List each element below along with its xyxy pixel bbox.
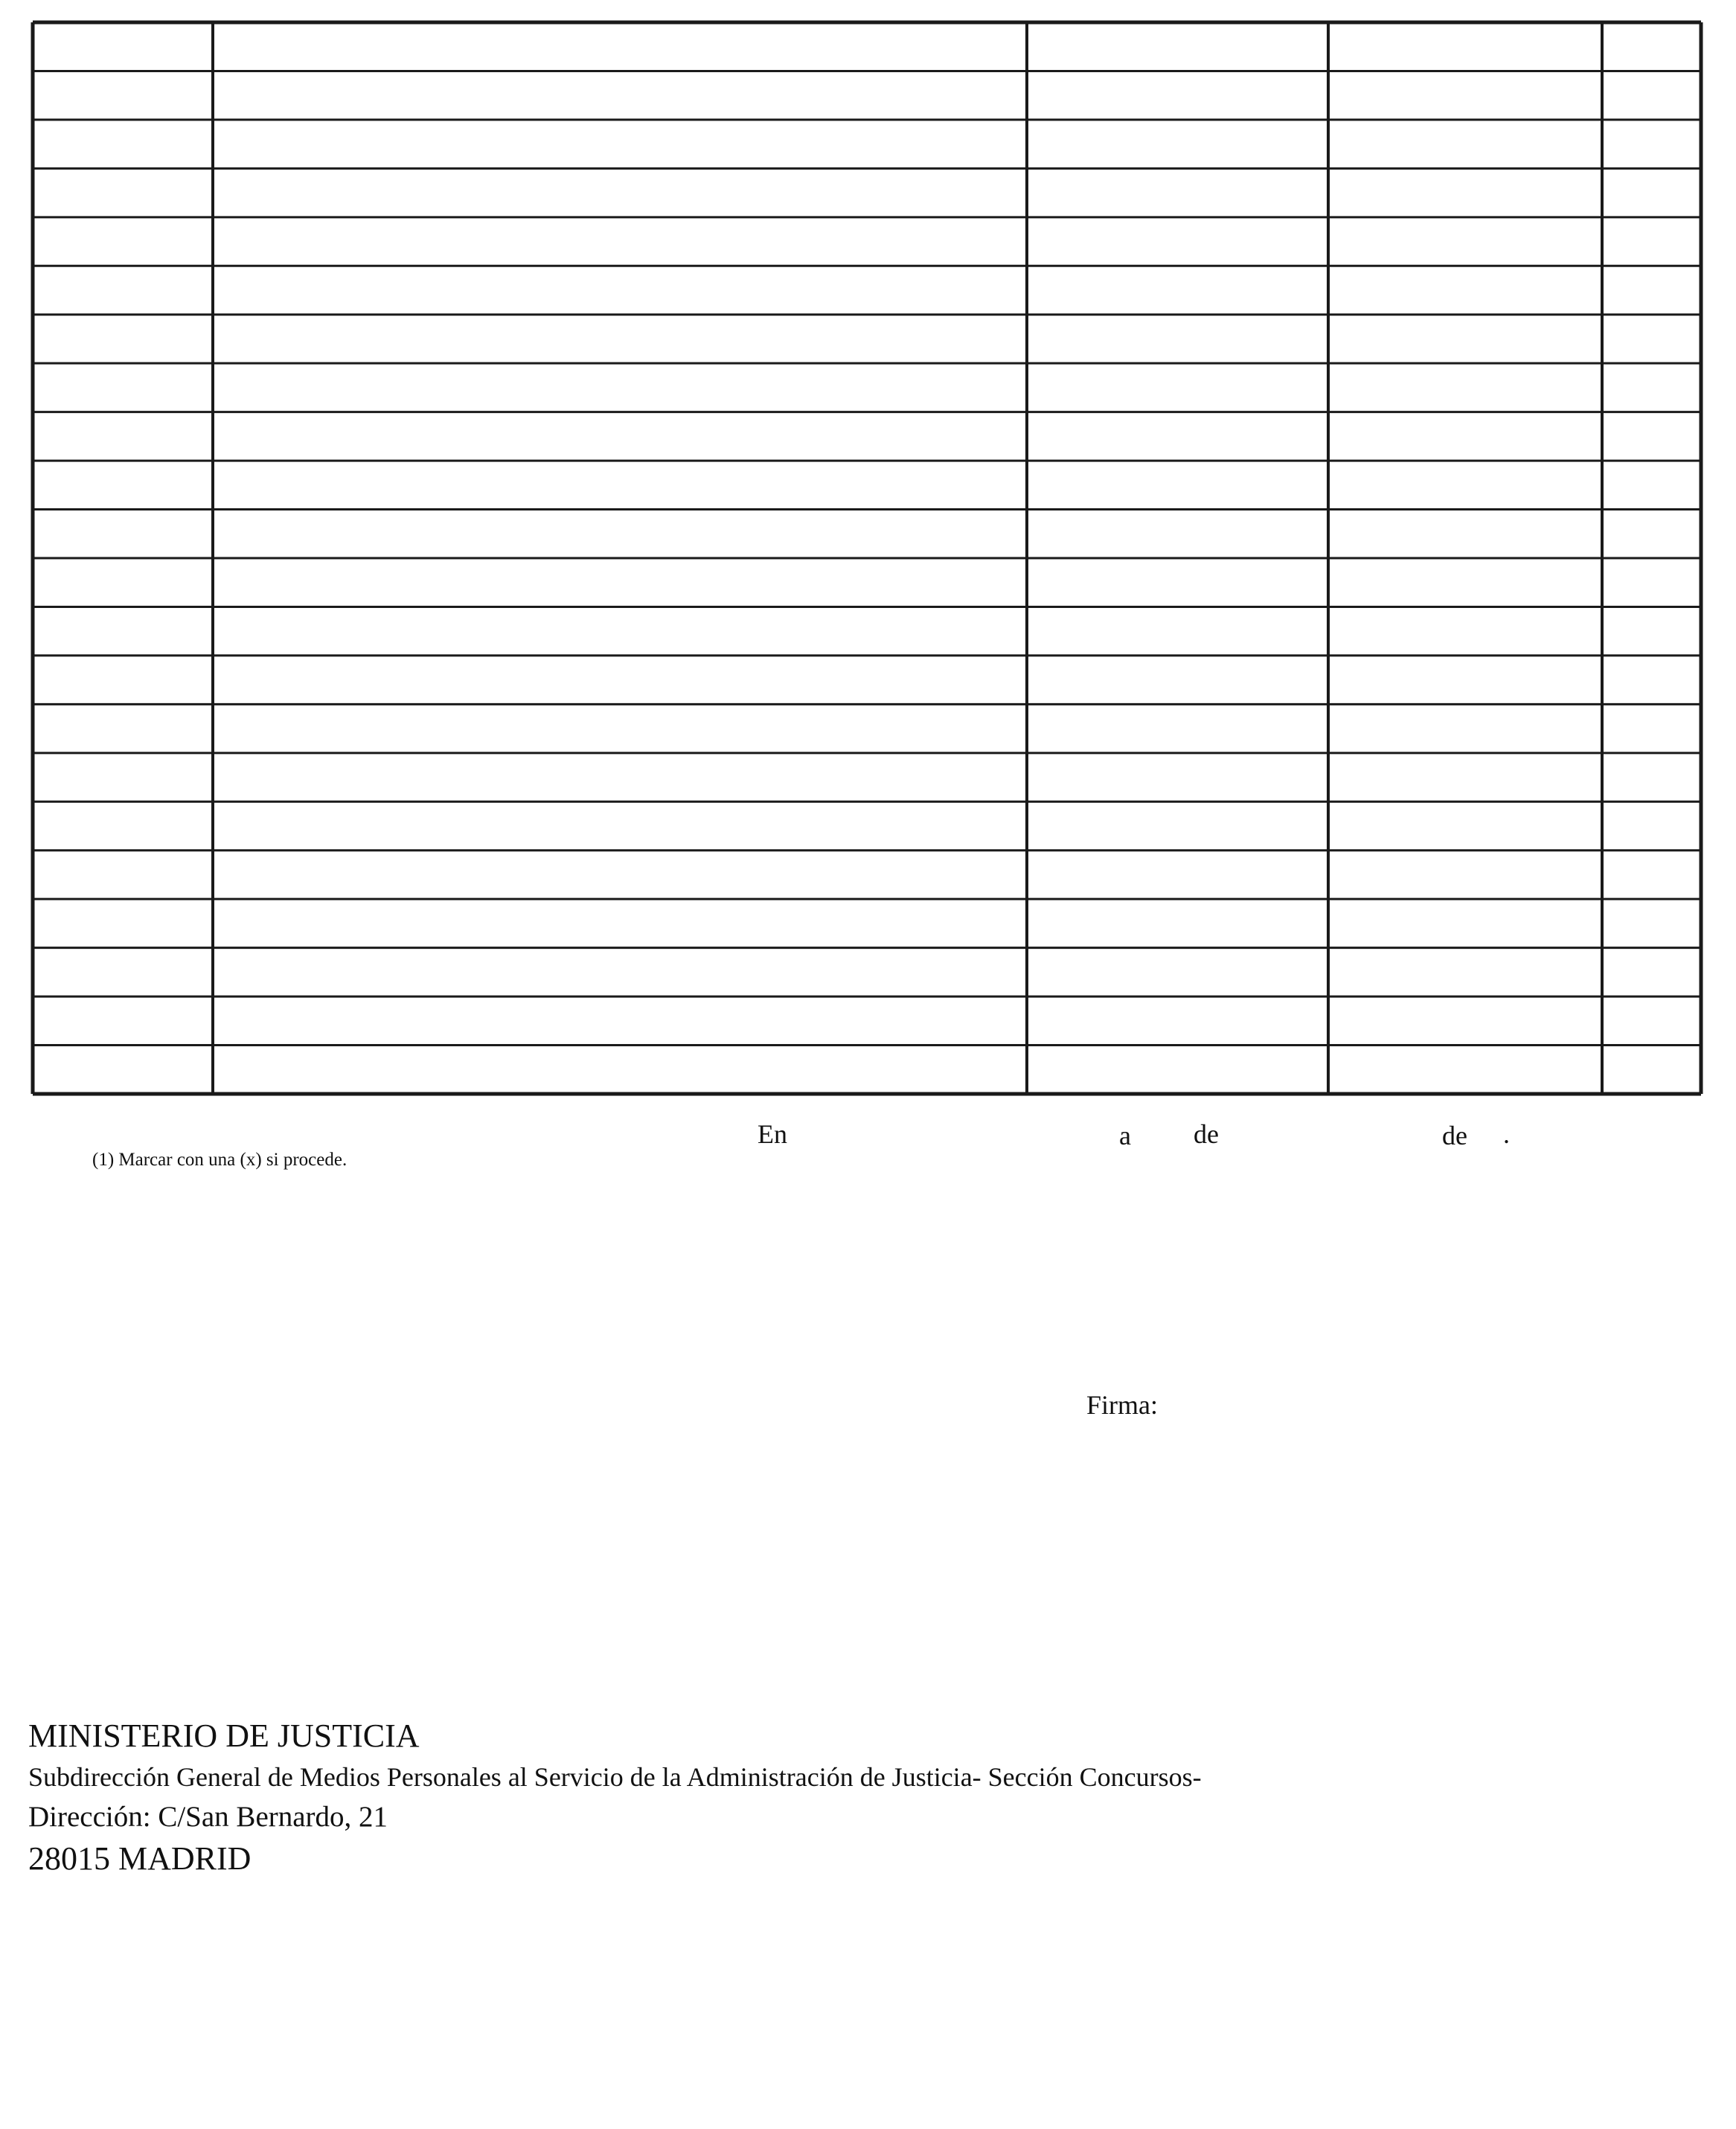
date-place-label: En [758,1119,787,1149]
postal-city: 28015 MADRID [28,1840,252,1877]
date-end-dot: . [1503,1119,1510,1149]
footer-address-block [28,1715,1202,1880]
signature-label: Firma: [1086,1390,1158,1420]
subdirectorate-name: Subdirección General de Medios Personales al Servicio de la Administración de Justicia- Sección Concursos- [28,1762,1202,1792]
footnote: (1) Marcar con una (x) si procede. [92,1150,347,1170]
ministry-name: MINISTERIO DE JUSTICIA [28,1717,420,1754]
date-month-label: de [1194,1119,1219,1149]
street-address: Dirección: C/San Bernardo, 21 [28,1801,388,1833]
date-day-label: a [1119,1121,1131,1150]
date-year-label: de [1442,1121,1467,1150]
